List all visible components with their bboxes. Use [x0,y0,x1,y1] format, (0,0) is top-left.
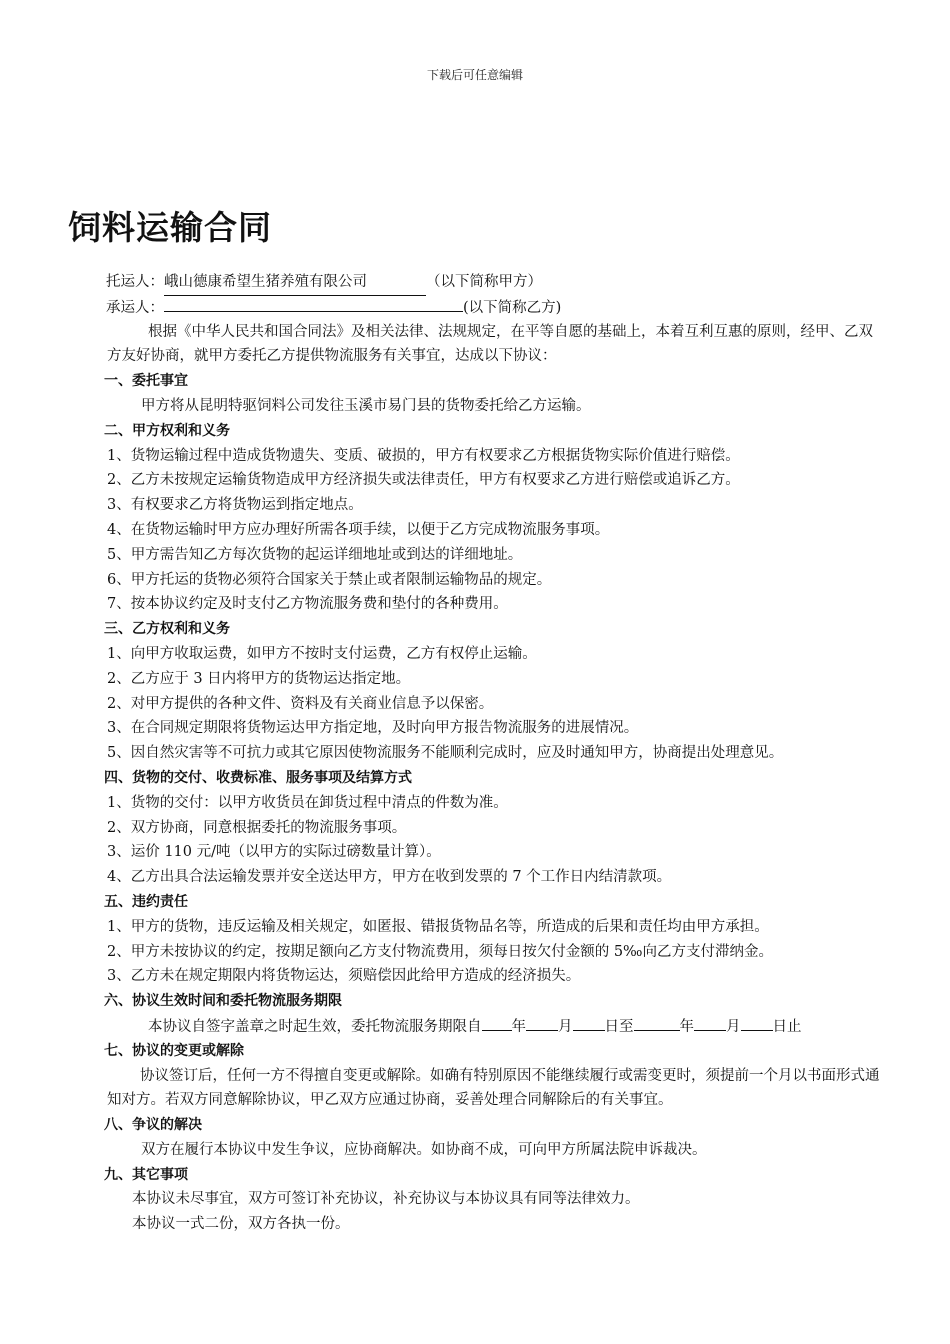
section-6-heading: 六、协议生效时间和委托物流服务期限 [104,993,342,1010]
end-day-blank [741,1014,773,1031]
term-line [0,1014,950,1039]
list-item: 3、乙方未在规定期限内将货物运达，须赔偿因此给甲方造成的经济损失。 [107,968,581,985]
year-label: 年 [679,1018,694,1035]
section-8-heading: 八、争议的解决 [104,1117,202,1134]
section-7-heading: 七、协议的变更或解除 [104,1042,244,1059]
list-item: 4、乙方出具合法运输发票并安全送达甲方，甲方在收到发票的 7 个工作日内结清款项。 [107,869,672,886]
section-8-text: 双方在履行本协议中发生争议，应协商解决。如协商不成，可向甲方所属法院申诉裁决。 [141,1141,707,1158]
list-item: 5、因自然灾害等不可抗力或其它原因使物流服务不能顺利完成时，应及时通知甲方，协商提出处理意见。 [107,745,784,762]
header-note: 下载后可任意编辑 [426,68,523,82]
list-item: 4、在货物运输时甲方应办理好所需各项手续，以便于乙方完成物流服务事项。 [107,521,610,538]
section-3-heading: 三、乙方权利和义务 [104,621,230,638]
list-item: 7、按本协议约定及时支付乙方物流服务费和垫付的各种费用。 [107,596,508,613]
list-item: 2、乙方应于 3 日内将甲方的货物运达指定地。 [107,670,411,687]
list-item: 1、甲方的货物，违反运输及相关规定，如匿报、错报货物品名等，所造成的后果和责任均由甲方承担。 [107,918,769,935]
list-item: 6、甲方托运的货物必须符合国家关于禁止或者限制运输物品的规定。 [107,571,552,588]
list-item: 1、货物运输过程中造成货物遗失、变质、破损的，甲方有权要求乙方根据货物实际价值进行赔偿。 [107,447,740,464]
consignor-label: 托运人： [106,274,164,290]
carrier-name-blank [164,295,463,312]
list-item: 2、对甲方提供的各种文件、资料及有关商业信息予以保密。 [107,695,494,712]
consignor-line [0,270,950,295]
section-4-heading: 四、货物的交付、收费标准、服务事项及结算方式 [104,769,412,786]
list-item: 3、有权要求乙方将货物运到指定地点。 [107,497,363,514]
section-5-heading: 五、违约责任 [104,893,188,910]
term-text: 本协议自签字盖章之时起生效，委托物流服务期限自 [148,1018,482,1035]
contract-body [0,270,950,1237]
section-2-heading: 二、甲方权利和义务 [104,422,230,439]
list-item: 3、运价 110 元/吨（以甲方的实际过磅数量计算）。 [107,844,441,861]
carrier-line [0,295,950,320]
list-item: 2、甲方未按协议的约定，按期足额向乙方支付物流费用，须每日按欠付金额的 5‰向乙方支付滞纳金。 [107,943,774,960]
start-month-blank [526,1014,558,1031]
list-item: 2、乙方未按规定运输货物造成甲方经济损失或法律责任，甲方有权要求乙方进行赔偿或追诉乙方。 [107,472,740,489]
section-9-line: 本协议未尽事宜，双方可签订补充协议，补充协议与本协议具有同等法律效力。 [132,1191,640,1208]
document-title: 饲料运输合同 [68,208,272,247]
month-label: 月 [726,1018,741,1035]
carrier-suffix: (以下简称乙方) [463,299,562,316]
list-item: 1、货物的交付：以甲方收货员在卸货过程中清点的件数为准。 [107,794,508,811]
start-day-blank [573,1014,605,1031]
section-1-text: 甲方将从昆明特驱饲料公司发往玉溪市易门县的货物委托给乙方运输。 [141,397,591,414]
month-label: 月 [558,1018,573,1035]
start-year-blank [482,1014,512,1031]
section-9-line: 本协议一式二份，双方各执一份。 [132,1216,350,1233]
end-year-blank [634,1014,680,1031]
list-item: 1、向甲方收取运费，如甲方不按时支付运费，乙方有权停止运输。 [107,645,537,662]
day-to-label: 日至 [604,1018,634,1035]
carrier-label: 承运人： [106,299,164,316]
consignor-name-field: 峨山德康希望生猪养殖有限公司 [164,270,426,296]
end-month-blank [694,1014,726,1031]
consignor-suffix: （以下简称甲方） [426,274,542,290]
section-1-heading: 一、委托事宜 [104,373,188,390]
list-item: 2、双方协商，同意根据委托的物流服务事项。 [107,819,407,836]
section-9-heading: 九、其它事项 [104,1166,188,1183]
year-label: 年 [511,1018,526,1035]
day-end-label: 日止 [772,1018,802,1035]
list-item: 3、在合同规定期限将货物运达甲方指定地，及时向甲方报告物流服务的进展情况。 [107,720,639,737]
list-item: 5、甲方需告知乙方每次货物的起运详细地址或到达的详细地址。 [107,546,523,563]
section-7-text: 协议签订后，任何一方不得擅自变更或解除。如确有特别原因不能继续履行或需变更时，须提前一个月以书面形式通知对方。若双方同意解除协议，甲乙双方应通过协商，妥善处理合同解除后的有关事宜。 [107,1067,880,1109]
preamble-paragraph: 根据《中华人民共和国合同法》及相关法律、法规规定，在平等自愿的基础上，本着互利互惠的原则，经甲、乙双方友好协商，就甲方委托乙方提供物流服务有关事宜，达成以下协议： [107,323,873,365]
